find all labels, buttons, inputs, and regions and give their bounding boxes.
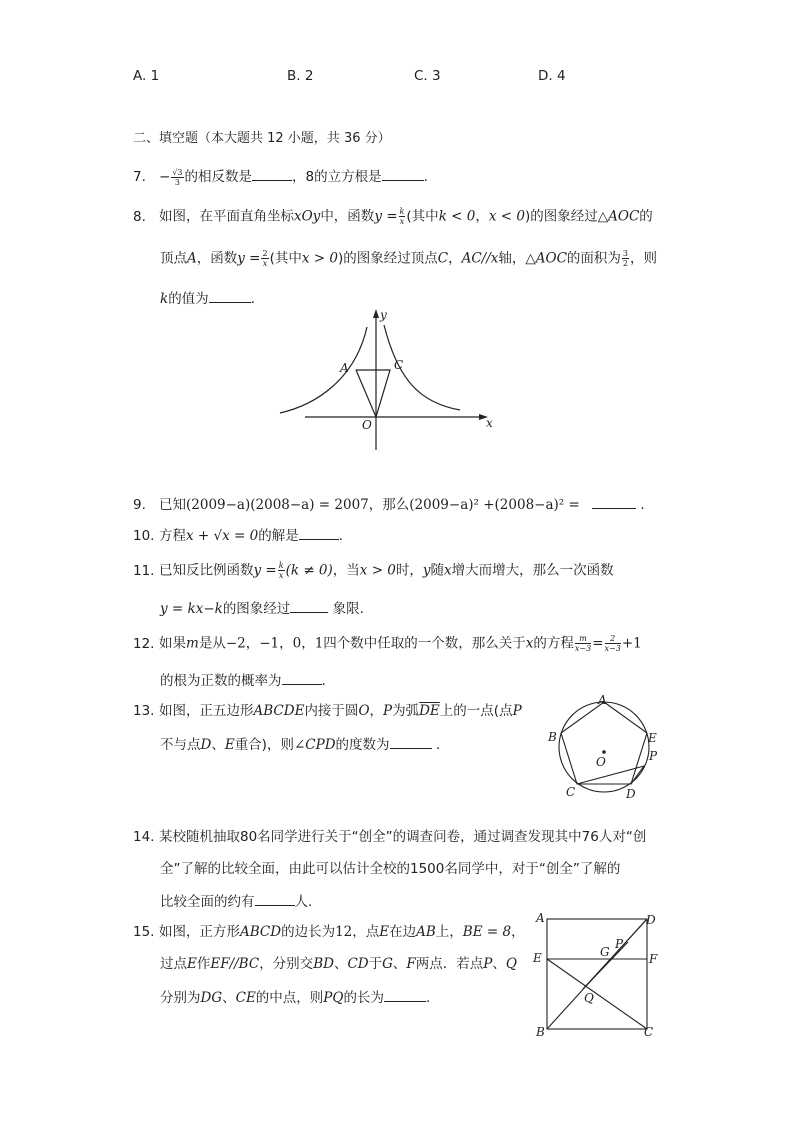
- label-p: P: [615, 937, 624, 951]
- question-14-line-2: 全”了解的比较全面，由此可以估计全校的1500名同学中，对于“创全”了解的: [160, 861, 621, 877]
- answer-blank[interactable]: [209, 288, 251, 303]
- choice-d: D. 4: [538, 68, 566, 84]
- label-x: x: [486, 416, 493, 430]
- question-15-line-3: 分别为DG、CE的中点，则PQ的长为 .: [160, 987, 430, 1007]
- label-a: A: [598, 693, 607, 707]
- label-b: B: [548, 730, 557, 744]
- question-15-line-2: 过点E作EF//BC，分别交BD、CD于G、F两点．若点P、Q: [160, 956, 517, 972]
- question-11-line-1: 11. 已知反比例函数y = $\frac{k}{x}$ (k ≠ 0)，当x > 0时，y随x增大而增大，那么一次函数: [133, 561, 614, 580]
- label-f: F: [649, 952, 658, 966]
- answer-blank[interactable]: [282, 670, 322, 685]
- question-10: 10. 方程x + √x = 0的解是 .: [133, 525, 343, 545]
- label-g: G: [600, 945, 610, 959]
- label-c: C: [566, 785, 576, 799]
- question-13-line-2: 不与点D、E重合)，则∠CPD的度数为 .: [160, 734, 440, 754]
- question-9: 9. 已知(2009−a)(2008−a) = 2007，那么(2009−a)² +(2008−a)² = .: [133, 494, 645, 514]
- label-c: C: [644, 1025, 654, 1039]
- answer-blank[interactable]: [252, 166, 292, 181]
- triangle-aoc: [356, 370, 390, 417]
- answer-blank[interactable]: [384, 987, 426, 1002]
- question-8-line-2: 顶点A，函数y = $\frac{2}{x}$ (其中x > 0)的图象经过顶点C，AC//x轴，△AOC的面积为 $\frac{3}{2}$ ，则: [160, 249, 658, 268]
- question-14-line-1: 14. 某校随机抽取80名同学进行关于“创全”的调查问卷，通过调查发现其中76人对“创: [133, 829, 647, 845]
- question-11-line-2: y = kx−k的图象经过 象限.: [160, 598, 364, 618]
- question-13-line-1: 13. 如图，正五边形ABCDE内接于圆O，P为弧$\overline{DE}$上的一点(点P: [133, 703, 522, 719]
- q8-hyperbola-figure: [270, 305, 500, 460]
- question-12-line-1: 12. 如果m是从−2，−1，0，1四个数中任取的一个数，那么关于x的方程 $\frac{m}{x-3}$ = $\frac{2}{x-3}$ +1: [133, 634, 642, 653]
- center-point: [602, 750, 606, 754]
- label-y: y: [380, 308, 387, 322]
- answer-blank[interactable]: [390, 734, 432, 749]
- question-8-line-3: k的值为 .: [160, 288, 255, 308]
- label-d: D: [626, 787, 636, 801]
- choice-a: A. 1: [133, 68, 160, 84]
- answer-blank[interactable]: [290, 598, 328, 613]
- segment-ce: [547, 959, 647, 1029]
- question-8-line-1: 8. 如图，在平面直角坐标xOy中，函数y = $\frac{k}{x}$ (其中k < 0，x < 0)的图象经过△AOC的: [133, 207, 653, 226]
- label-o: O: [362, 418, 372, 432]
- pentagon-abcde: [561, 702, 647, 784]
- question-7: 7. − $\frac{√3}{3}$ 的相反数是 ，8的立方根是 .: [133, 167, 428, 187]
- answer-blank[interactable]: [299, 525, 339, 540]
- label-q: Q: [584, 991, 594, 1005]
- answer-blank[interactable]: [592, 494, 636, 509]
- q13-pentagon-figure: [540, 690, 670, 805]
- label-e: E: [533, 951, 542, 965]
- label-a: A: [536, 911, 545, 925]
- choice-b: B. 2: [287, 68, 314, 84]
- label-b: B: [536, 1025, 545, 1039]
- label-o: O: [596, 755, 606, 769]
- label-d: D: [646, 913, 656, 927]
- choice-c: C. 3: [414, 68, 441, 84]
- question-12-line-2: 的根为正数的概率为 .: [160, 670, 326, 690]
- answer-blank[interactable]: [382, 166, 424, 181]
- q15-square-figure: [530, 908, 665, 1043]
- answer-blank[interactable]: [255, 891, 295, 906]
- section-heading: 二、填空题（本大题共 12 小题，共 36 分）: [133, 131, 391, 146]
- left-hyperbola-branch: [280, 327, 367, 413]
- question-14-line-3: 比较全面的约有 人.: [160, 891, 312, 911]
- question-15-line-1: 15. 如图，正方形ABCD的边长为12，点E在边AB上，BE = 8，: [133, 924, 525, 940]
- label-e: E: [648, 731, 657, 745]
- y-axis-arrow: [373, 309, 379, 318]
- label-p: P: [649, 749, 658, 763]
- label-c: C: [394, 358, 404, 372]
- label-a: A: [340, 361, 349, 375]
